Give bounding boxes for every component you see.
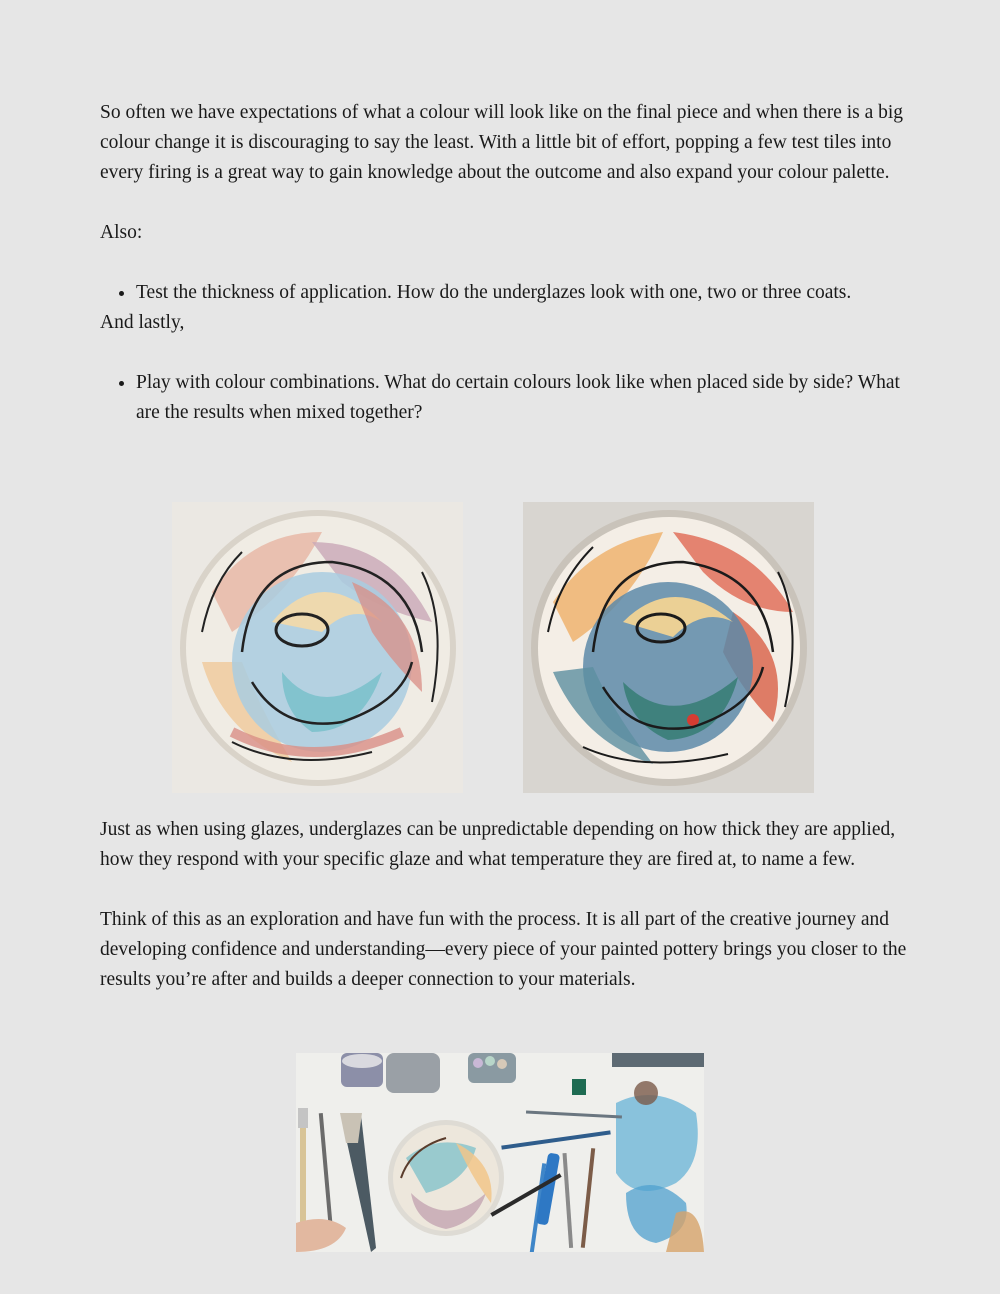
article-body-continued (100, 815, 910, 995)
bullet-list-two (100, 368, 910, 428)
list-item: • Test the thickness of application. How do the underglazes look with one, two or three coats. (136, 278, 910, 308)
bowl-image-row (172, 502, 814, 793)
glazed-bowl-image (523, 502, 814, 793)
exploration-paragraph: Think of this as an exploration and have fun with the process. It is all part of the creative journey and developing confidence and understanding—every piece of your painted pottery brings you closer to the results you’re after and builds a deeper connection to your materials. (100, 909, 907, 990)
article-body (100, 98, 910, 428)
bullet-list-one (100, 278, 910, 308)
painting-workspace-image (296, 1053, 704, 1252)
list-item: • Play with colour combinations. What do certain colours look like when placed side by side? What are the results when mixed together? (136, 368, 910, 428)
lastly-paragraph: And lastly, (100, 312, 185, 333)
glazes-paragraph: Just as when using glazes, underglazes can be unpredictable depending on how thick they are applied, how they respond with your specific glaze and what temperature they are fired at, to name a few. (100, 819, 896, 870)
pastel-bowl-image (172, 502, 463, 793)
also-paragraph: Also: (100, 222, 143, 243)
intro-paragraph: So often we have expectations of what a colour will look like on the final piece and when there is a big colour change it is discouraging to say the least. With a little bit of effort, popping a few test tiles into every firing is a great way to gain knowledge about the outcome and also expand your colour palette. (100, 102, 904, 183)
